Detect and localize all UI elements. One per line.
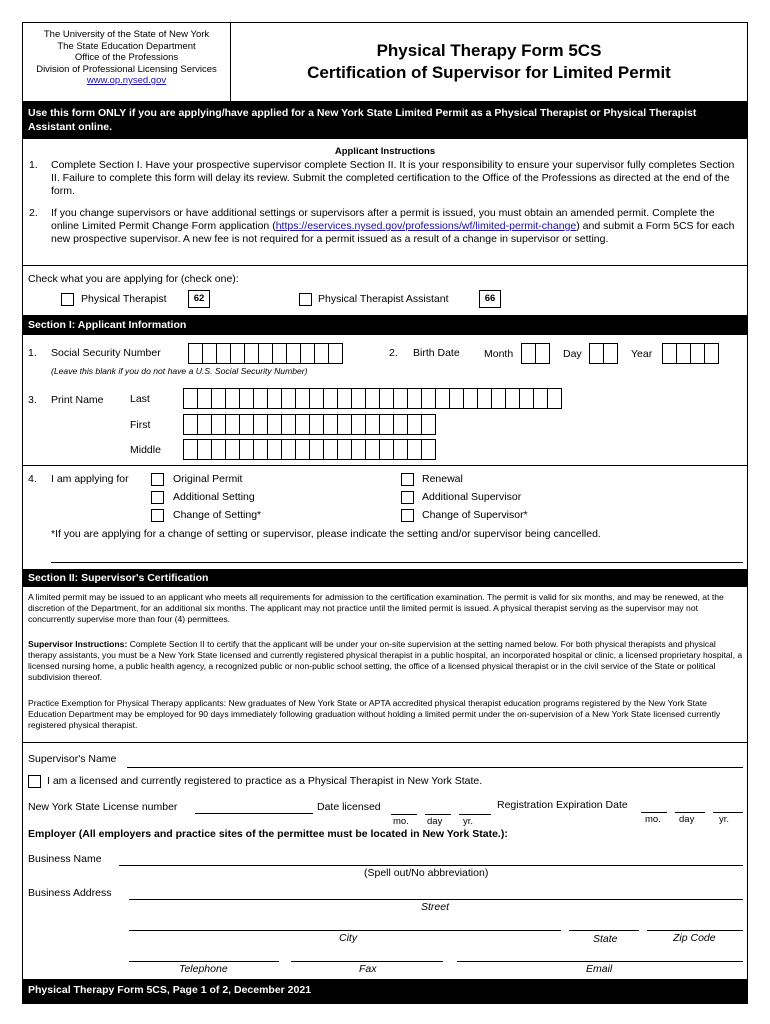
- supervisor-instructions-text: Complete Section II to certify that the applicant will be under your on-site supervision at the setting named below. For both physical therapists and physical therapy assistants, you must be a New York State licensed and currently registered physical therapist in a public hospital, an incorporated hospital or clinic, a licensed proprietary hospital, a licensed nursing home, a public health agency, a recognized public or non-public school setting, the office of a licensed physical therapist or in the civil service of the State or political subdivision thereof.: [28, 639, 743, 682]
- instruction-1: Complete Section I. Have your prospective supervisor complete Section II. It is your responsibility to ensure your supervisor fully completes Section II. Failure to complete this form will delay its review. Submit the completed certification to the Office of the Professions as directed at the end of the form.: [51, 159, 735, 197]
- first-label: First: [130, 419, 151, 431]
- zip-caption: Zip Code: [673, 932, 716, 944]
- website-link[interactable]: www.op.nysed.gov: [86, 75, 167, 86]
- instruction-number: 1.: [29, 159, 38, 171]
- date-licensed-label: Date licensed: [317, 801, 381, 813]
- original-permit-checkbox[interactable]: [151, 473, 164, 486]
- employer-heading: Employer (All employers and practice sites of the permittee must be located in New York State.):: [28, 828, 508, 840]
- date-licensed-mo-caption: mo.: [393, 816, 409, 827]
- middle-name-input[interactable]: [183, 439, 435, 460]
- date-licensed-day[interactable]: [425, 814, 451, 815]
- date-licensed-month[interactable]: [391, 814, 417, 815]
- supervisor-name-field[interactable]: [127, 767, 743, 768]
- renewal-checkbox[interactable]: [401, 473, 414, 486]
- first-name-input[interactable]: [183, 414, 435, 435]
- instruction-2-text: If you change supervisors or have additional settings or supervisors after a permit is issued, you must obtain an amended permit. Complete the online Limited Permit Change Form application (: [51, 207, 715, 232]
- last-label: Last: [130, 393, 150, 405]
- original-permit-label: Original Permit: [173, 473, 243, 485]
- telephone-caption: Telephone: [179, 963, 228, 975]
- ssn-input[interactable]: [188, 343, 342, 364]
- supervisor-name-label: Supervisor's Name: [28, 753, 117, 765]
- last-name-input[interactable]: [183, 388, 561, 409]
- instructions-title: Applicant Instructions: [334, 146, 436, 157]
- agency-block: [23, 23, 231, 101]
- apply-number: 4.: [28, 473, 37, 485]
- limited-permit-change-link[interactable]: https://eservices.nysed.gov/professions/wf/limited-permit-change: [275, 220, 577, 232]
- section-1-title: Section I: Applicant Information: [23, 315, 747, 335]
- instruction-number: 2.: [29, 207, 38, 219]
- city-field[interactable]: [129, 930, 561, 931]
- additional-supervisor-label: Additional Supervisor: [422, 491, 522, 503]
- change-note: *If you are applying for a change of setting or supervisor, please indicate the setting and/or supervisor being cancelled.: [51, 528, 601, 540]
- date-licensed-day-caption: day: [427, 816, 443, 827]
- day-label: Day: [563, 348, 582, 360]
- agency-line: Office of the Professions: [74, 52, 179, 63]
- spell-out-caption: (Spell out/No abbreviation): [364, 867, 489, 879]
- license-number-field[interactable]: [195, 813, 313, 814]
- agency-line: Division of Professional Licensing Services: [36, 63, 217, 75]
- state-caption: State: [593, 933, 618, 945]
- change-supervisor-checkbox[interactable]: [401, 509, 414, 522]
- pta-code: 66: [479, 290, 501, 308]
- pt-code: 62: [188, 290, 210, 308]
- additional-supervisor-checkbox[interactable]: [401, 491, 414, 504]
- supervisor-instructions: [28, 639, 744, 683]
- birth-number: 2.: [389, 347, 398, 359]
- date-licensed-yr-caption: yr.: [463, 816, 474, 827]
- instruction-2: [51, 207, 741, 246]
- applying-prompt: Check what you are applying for (check one):: [28, 273, 239, 285]
- name-label: Print Name: [51, 394, 104, 406]
- pt-label: Physical Therapist: [81, 293, 167, 305]
- reg-expiration-yr-caption: yr.: [719, 814, 730, 825]
- license-number-label: New York State License number: [28, 801, 178, 813]
- divider: [23, 265, 747, 266]
- section-2-intro: A limited permit may be issued to an applicant who meets all requirements for admission to the certification examination. The permit is valid for six months, and may be renewed, at the discretion of the Department, for an additional six months. The applicant may not practice until the limited permit is issued. A physical therapist serving as the supervisor may not concurrently supervise more than four (4) permittees.: [28, 592, 724, 624]
- telephone-field[interactable]: [129, 961, 279, 962]
- fax-field[interactable]: [291, 961, 443, 962]
- renewal-label: Renewal: [422, 473, 463, 485]
- form-page: [22, 22, 748, 1004]
- online-notice: Use this form ONLY if you are applying/have applied for a New York State Limited Permit as a Physical Therapist or Physical Therapist Assistant online.: [23, 101, 747, 139]
- reg-expiration-mo-caption: mo.: [645, 814, 661, 825]
- state-field[interactable]: [569, 930, 639, 931]
- divider: [23, 742, 747, 743]
- instruction-2-text-end: ) and submit a Form 5CS for each new prospective supervisor. A new fee is not required for a permit issued as a result of a change in supervisor or setting.: [51, 220, 735, 245]
- name-number: 3.: [28, 394, 37, 406]
- email-field[interactable]: [457, 961, 743, 962]
- city-caption: City: [339, 932, 358, 944]
- reg-expiration-day-caption: day: [679, 814, 695, 825]
- licensed-statement: I am a licensed and currently registered to practice as a Physical Therapist in New York State.: [47, 775, 483, 787]
- middle-label: Middle: [130, 444, 161, 456]
- apply-label: I am applying for: [51, 473, 129, 485]
- birth-month-input[interactable]: [521, 343, 549, 364]
- change-supervisor-label: Change of Supervisor*: [422, 509, 528, 521]
- divider: [23, 465, 747, 466]
- additional-setting-checkbox[interactable]: [151, 491, 164, 504]
- change-setting-label: Change of Setting*: [173, 509, 262, 521]
- business-address-label: Business Address: [28, 887, 112, 899]
- email-caption: Email: [586, 963, 613, 975]
- ssn-note: (Leave this blank if you do not have a U.S. Social Security Number): [51, 366, 308, 376]
- agency-line: The State Education Department: [57, 40, 196, 52]
- reg-expiration-label: Registration Expiration Date: [497, 799, 628, 811]
- ssn-number: 1.: [28, 347, 37, 359]
- title-line-2: Certification of Supervisor for Limited Permit: [307, 63, 671, 82]
- birth-day-input[interactable]: [589, 343, 617, 364]
- zip-field[interactable]: [647, 930, 743, 931]
- licensed-checkbox[interactable]: [28, 775, 41, 788]
- page-footer: Physical Therapy Form 5CS, Page 1 of 2, December 2021: [23, 979, 747, 1003]
- cancelled-setting-line[interactable]: [51, 562, 743, 563]
- date-licensed-year[interactable]: [459, 814, 491, 815]
- month-label: Month: [484, 348, 514, 360]
- reg-expiration-year[interactable]: [713, 812, 743, 813]
- section-2-title: Section II: Supervisor's Certification: [23, 569, 747, 587]
- year-label: Year: [631, 348, 653, 360]
- street-caption: Street: [421, 901, 450, 913]
- pt-checkbox[interactable]: [61, 293, 74, 306]
- title-line-1: Physical Therapy Form 5CS: [376, 41, 602, 60]
- reg-expiration-month[interactable]: [641, 812, 667, 813]
- pta-checkbox[interactable]: [299, 293, 312, 306]
- additional-setting-label: Additional Setting: [173, 491, 255, 503]
- street-field[interactable]: [129, 899, 743, 900]
- agency-line: The University of the State of New York: [43, 29, 210, 40]
- ssn-label: Social Security Number: [51, 347, 161, 359]
- business-name-label: Business Name: [28, 853, 102, 865]
- reg-expiration-day[interactable]: [675, 812, 705, 813]
- birth-year-input[interactable]: [662, 343, 718, 364]
- change-setting-checkbox[interactable]: [151, 509, 164, 522]
- form-title: [231, 23, 747, 101]
- supervisor-instructions-heading: Supervisor Instructions:: [28, 639, 128, 649]
- pta-label: Physical Therapist Assistant: [318, 293, 449, 305]
- birth-label: Birth Date: [413, 347, 460, 359]
- business-name-field[interactable]: [119, 865, 743, 866]
- practice-exemption: Practice Exemption for Physical Therapy applicants: New graduates of New York State or APTA accredited physical therapist education programs registered by the New York State Education Department may be employed for 90 days immediately following graduation without holding a limited permit under the on-supervision of a New York State licensed currently registered physical therapist.: [28, 698, 721, 730]
- fax-caption: Fax: [359, 963, 377, 975]
